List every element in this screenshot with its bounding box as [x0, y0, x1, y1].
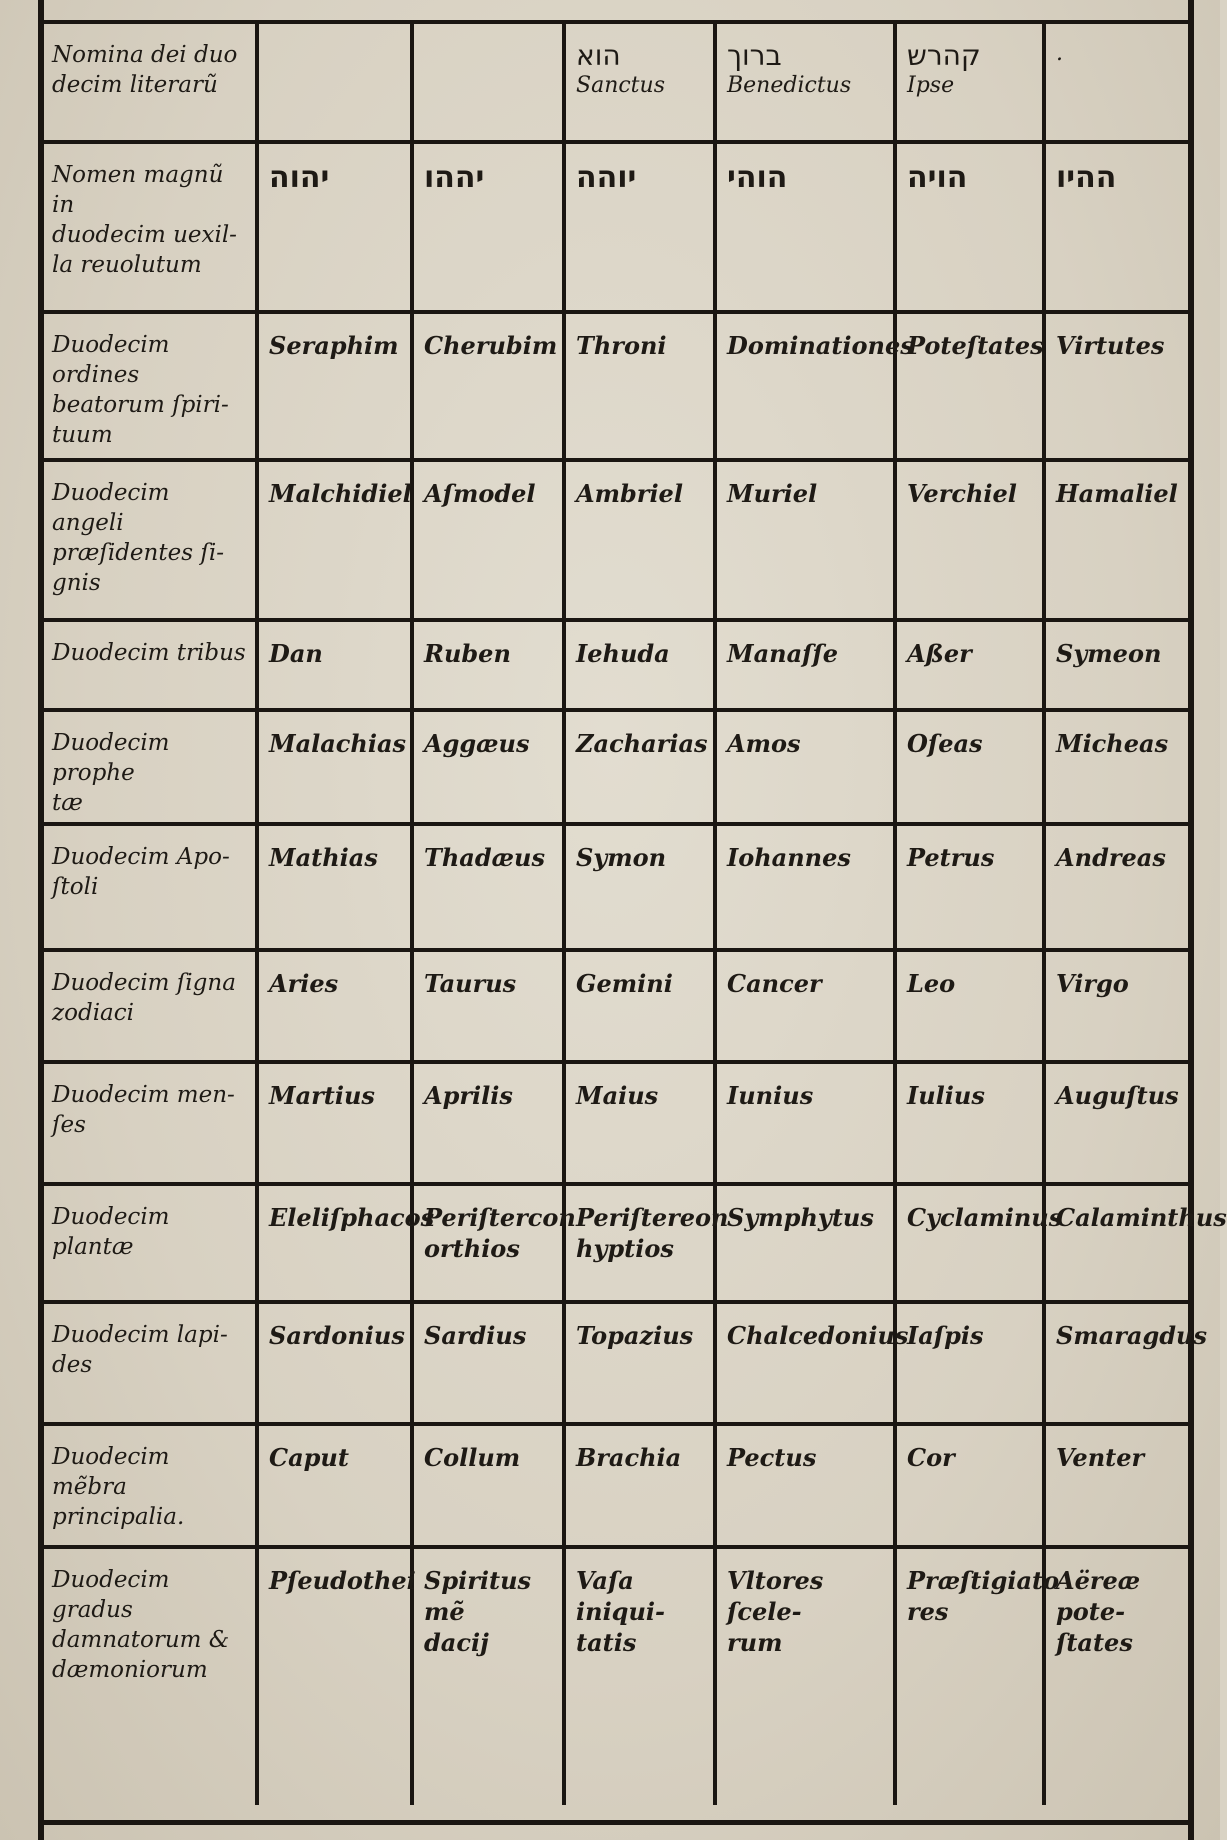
table-cell: Leo — [907, 969, 956, 998]
column-divider — [1188, 0, 1194, 1840]
table-cell: Vaſa iniqui- tatis — [576, 1566, 665, 1657]
row-label: Duodecim gradus damnatorum & dæmoniorum — [52, 1567, 230, 1683]
header-cell — [263, 34, 408, 138]
row-divider — [38, 458, 1188, 462]
row-divider — [38, 1300, 1188, 1304]
column-divider — [255, 20, 259, 1805]
table-cell: Vltores ſcele- rum — [727, 1566, 824, 1657]
hebrew-name-cell: יההו — [424, 160, 485, 195]
table-cell: Iohannes — [727, 843, 851, 872]
row-label: Duodecim plantæ — [52, 1204, 170, 1260]
table-cell: Iaſpis — [907, 1321, 984, 1350]
table-cell: Symon — [576, 843, 667, 872]
table-cell: Muriel — [727, 479, 818, 508]
table-cell: Cherubim — [424, 331, 558, 360]
table-cell: Aſmodel — [424, 479, 536, 508]
table-cell: Caput — [269, 1443, 349, 1472]
header-cell — [570, 34, 711, 138]
table-cell: Præſtigiato res — [907, 1566, 1060, 1626]
table-cell: Aßer — [907, 639, 972, 668]
hebrew-word: ברוך — [727, 39, 782, 72]
table-cell: Periſtereon hyptios — [576, 1203, 729, 1263]
row-label: Duodecim mẽbra principalia. — [52, 1444, 185, 1530]
table-cell: Chalcedonius — [727, 1321, 909, 1350]
table-cell: Poteſtates — [907, 331, 1044, 360]
table-cell: Brachia — [576, 1443, 682, 1472]
table-cell: Verchiel — [907, 479, 1017, 508]
table-cell: Eleliſphacos — [269, 1203, 435, 1232]
table-cell: Amos — [727, 729, 801, 758]
table-cell: Periſtercon orthios — [424, 1203, 576, 1263]
row-divider — [38, 948, 1188, 952]
table-cell: Venter — [1056, 1443, 1145, 1472]
table-cell: Oſeas — [907, 729, 983, 758]
table-cell: Mathias — [269, 843, 378, 872]
table-cell: Taurus — [424, 969, 517, 998]
table-cell: Aries — [269, 969, 339, 998]
table-cell: Iunius — [727, 1081, 814, 1110]
row-label: Duodecim men- ſes — [52, 1082, 235, 1138]
table-cell: Malachias — [269, 729, 407, 758]
table-cell: Ruben — [424, 639, 511, 668]
table-cell: Throni — [576, 331, 667, 360]
table-cell: Sardius — [424, 1321, 527, 1350]
table-cell: Iehuda — [576, 639, 670, 668]
column-divider — [713, 20, 717, 1805]
table-cell: Cyclaminus — [907, 1203, 1063, 1232]
table-cell: Seraphim — [269, 331, 399, 360]
table-cell: Collum — [424, 1443, 521, 1472]
table-cell: Spiritus mẽ dacij — [424, 1566, 532, 1657]
hebrew-word: הוא — [576, 39, 621, 72]
row-label: Duodecim lapi- des — [52, 1322, 228, 1378]
header-cell — [1050, 34, 1186, 138]
table-cell: Cancer — [727, 969, 822, 998]
table-cell: Iulius — [907, 1081, 985, 1110]
table-cell: Calaminthus — [1056, 1203, 1227, 1232]
table-cell: Sardonius — [269, 1321, 405, 1350]
table-cell: Ambriel — [576, 479, 683, 508]
table-cell: Virtutes — [1056, 331, 1165, 360]
row-label: Duodecim prophe tæ — [52, 730, 170, 816]
table-cell: Andreas — [1056, 843, 1166, 872]
table-cell: Dominationes — [727, 331, 914, 360]
row-divider — [38, 618, 1188, 622]
row-label: Duodecim angeli præſidentes ſi- gnis — [52, 480, 224, 596]
table-cell: Dan — [269, 639, 323, 668]
hebrew-name-cell: הוהי — [727, 160, 788, 195]
latin-gloss: Benedictus — [727, 73, 852, 98]
table-cell: Symeon — [1056, 639, 1162, 668]
hebrew-name-cell: יהוה — [269, 160, 330, 195]
table-cell: Smaragdus — [1056, 1321, 1207, 1350]
table-cell: Symphytus — [727, 1203, 874, 1232]
hebrew-name-cell: ההיו — [1056, 160, 1117, 195]
table-cell: Thadæus — [424, 843, 545, 872]
row-divider — [38, 140, 1188, 144]
column-divider — [1042, 20, 1046, 1805]
table-cell: Topazius — [576, 1321, 694, 1350]
header-cell — [901, 34, 1040, 138]
row-label: Duodecim tribus — [52, 640, 246, 666]
table-cell: Martius — [269, 1081, 375, 1110]
table-cell: Auguſtus — [1056, 1081, 1179, 1110]
table-cell: Pſeudothei — [269, 1566, 416, 1595]
column-divider — [893, 20, 897, 1805]
column-divider — [410, 20, 414, 1805]
row-divider — [38, 822, 1188, 826]
column-divider — [562, 20, 566, 1805]
row-divider — [38, 310, 1188, 314]
header-cell — [721, 34, 891, 138]
table-cell: Micheas — [1056, 729, 1169, 758]
table-cell: Aëreæ pote- ſtates — [1056, 1566, 1141, 1657]
table-cell: Cor — [907, 1443, 955, 1472]
hebrew-name-cell: יוהה — [576, 160, 637, 195]
row-divider — [38, 708, 1188, 712]
row-label: Nomen magnũ in duodecim uexil- la reuolutum — [52, 162, 237, 278]
row-divider — [38, 1422, 1188, 1426]
hebrew-name-cell: הויה — [907, 160, 968, 195]
latin-gloss: . — [1056, 41, 1063, 66]
row-label: Duodecim ſigna zodiaci — [52, 970, 236, 1026]
row-divider — [38, 1545, 1188, 1549]
table-cell: Pectus — [727, 1443, 817, 1472]
table-cell: Petrus — [907, 843, 995, 872]
table-cell: Aprilis — [424, 1081, 513, 1110]
latin-gloss: Sanctus — [576, 73, 665, 98]
header-cell — [418, 34, 560, 138]
row-divider — [38, 1060, 1188, 1064]
hebrew-word: קהרש — [907, 39, 981, 72]
row-label: Duodecim ordines beatorum ſpiri- tuum — [52, 332, 229, 448]
row-label: Duodecim Apo- ſtoli — [52, 844, 230, 900]
table-cell: Maius — [576, 1081, 659, 1110]
row-divider — [38, 1182, 1188, 1186]
table-cell: Aggæus — [424, 729, 530, 758]
latin-gloss: Ipse — [907, 73, 955, 98]
column-divider — [38, 0, 44, 1840]
table-cell: Gemini — [576, 969, 673, 998]
table-cell: Manaſſe — [727, 639, 839, 668]
row-divider — [38, 1820, 1188, 1825]
row-divider — [38, 20, 1188, 24]
table-cell: Malchidiel — [269, 479, 412, 508]
table-cell: Hamaliel — [1056, 479, 1178, 508]
row-label-divine-names: Nomina dei duo decim literarũ — [52, 42, 238, 98]
table-cell: Virgo — [1056, 969, 1129, 998]
table-cell: Zacharias — [576, 729, 708, 758]
